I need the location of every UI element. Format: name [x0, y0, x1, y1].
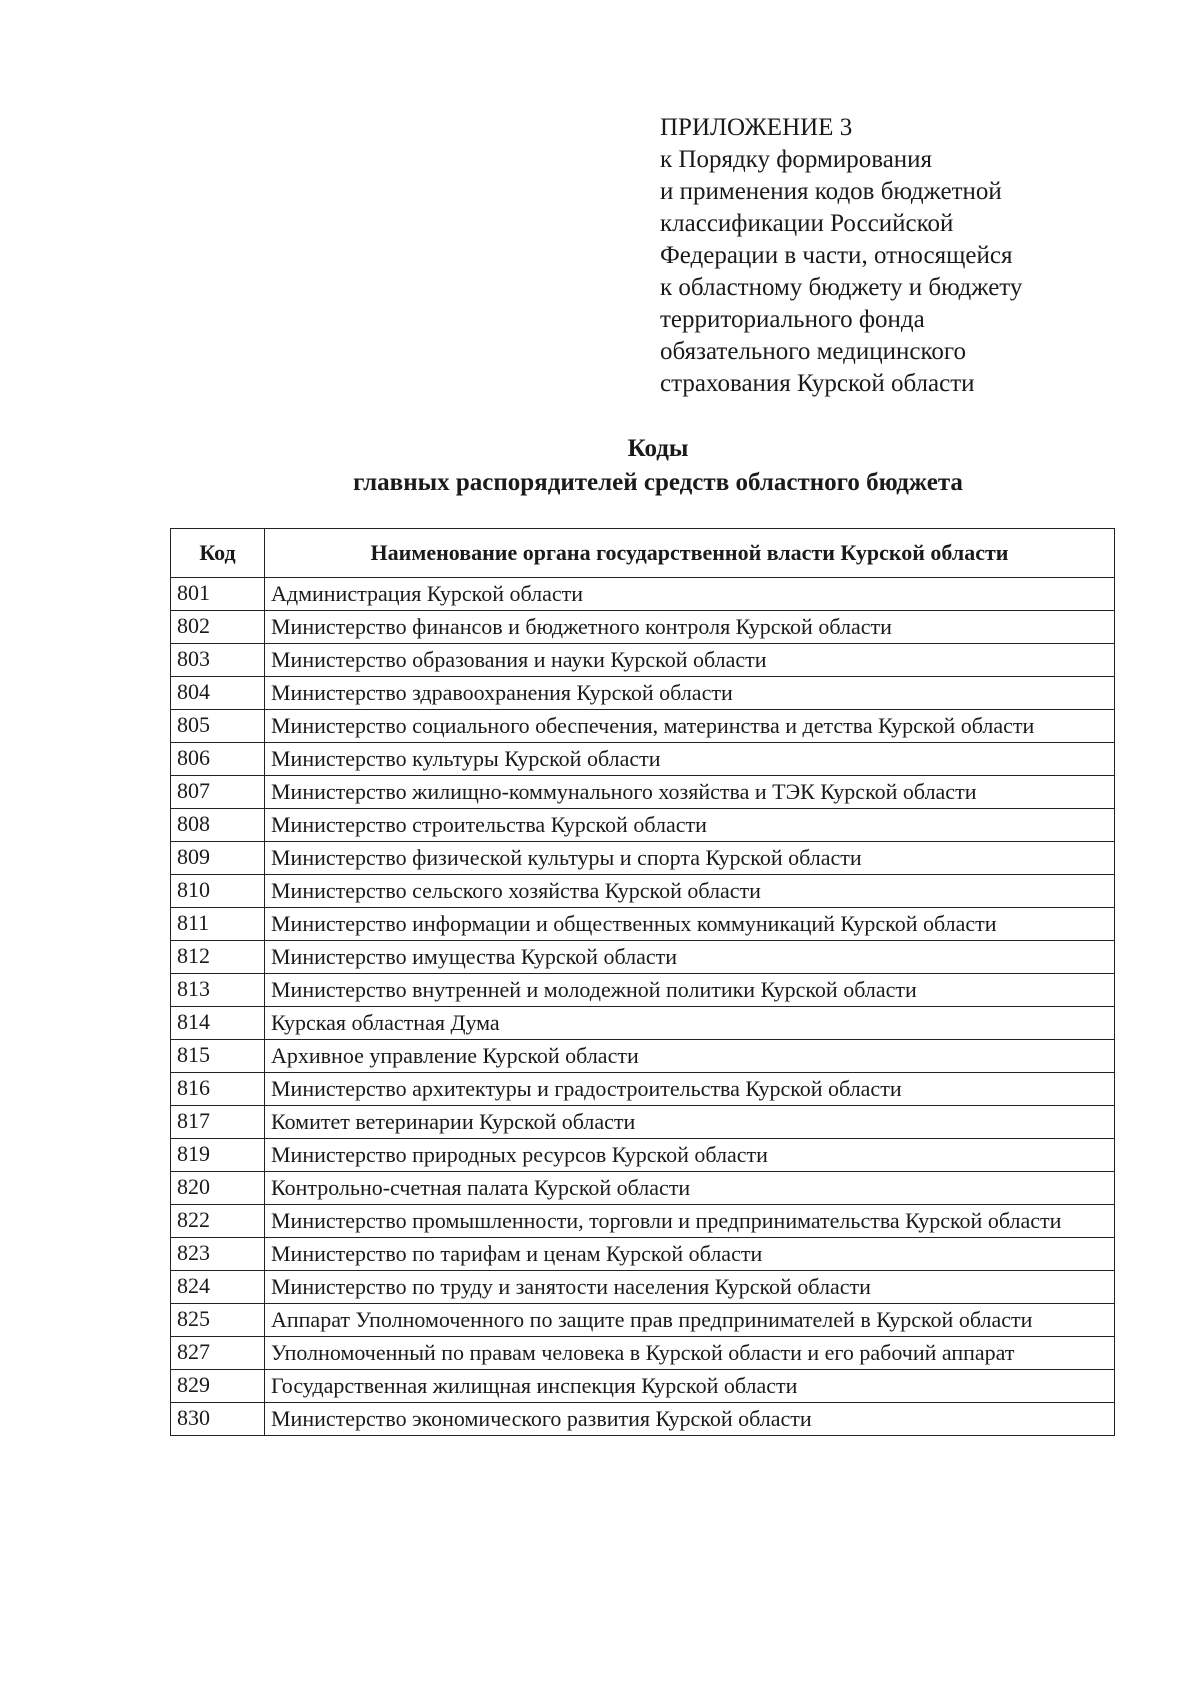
- row-name: Контрольно-счетная палата Курской области: [265, 1172, 1115, 1205]
- row-code: 808: [171, 809, 265, 842]
- table-row: [171, 644, 1115, 677]
- row-code: 823: [171, 1238, 265, 1271]
- table-row: [171, 1172, 1115, 1205]
- row-code: 829: [171, 1370, 265, 1403]
- row-name: Архивное управление Курской области: [265, 1040, 1115, 1073]
- header-code: Код: [171, 529, 265, 578]
- table-row: [171, 1403, 1115, 1436]
- table-row: [171, 1370, 1115, 1403]
- table-row: [171, 1073, 1115, 1106]
- row-code: 805: [171, 710, 265, 743]
- table-row: [171, 1139, 1115, 1172]
- table-row: [171, 875, 1115, 908]
- row-name: Министерство экономического развития Курской области: [265, 1403, 1115, 1436]
- table-row: [171, 1337, 1115, 1370]
- row-code: 803: [171, 644, 265, 677]
- row-name: Министерство образования и науки Курской области: [265, 644, 1115, 677]
- table-row: [171, 611, 1115, 644]
- table-row: [171, 1040, 1115, 1073]
- row-name: Аппарат Уполномоченного по защите прав предпринимателей в Курской области: [265, 1304, 1115, 1337]
- row-name: Министерство информации и общественных коммуникаций Курской области: [265, 908, 1115, 941]
- row-name: Министерство природных ресурсов Курской области: [265, 1139, 1115, 1172]
- table-row: [171, 908, 1115, 941]
- table-row: [171, 1304, 1115, 1337]
- appendix-line: обязательного медицинского: [660, 338, 967, 365]
- appendix-line: Федерации в части, относящейся: [660, 242, 1013, 269]
- row-name: Министерство строительства Курской области: [265, 809, 1115, 842]
- row-code: 817: [171, 1106, 265, 1139]
- appendix-line: территориального фонда: [660, 306, 925, 333]
- row-code: 813: [171, 974, 265, 1007]
- row-code: 824: [171, 1271, 265, 1304]
- document-subtitle: главных распорядителей средств областного бюджета: [353, 469, 963, 496]
- row-code: 807: [171, 776, 265, 809]
- row-code: 801: [171, 578, 265, 611]
- row-name: Министерство имущества Курской области: [265, 941, 1115, 974]
- row-code: 827: [171, 1337, 265, 1370]
- table-row: [171, 578, 1115, 611]
- row-name: Министерство промышленности, торговли и предпринимательства Курской области: [265, 1205, 1115, 1238]
- row-code: 814: [171, 1007, 265, 1040]
- row-code: 830: [171, 1403, 265, 1436]
- row-name: Министерство по тарифам и ценам Курской области: [265, 1238, 1115, 1271]
- table-row: [171, 809, 1115, 842]
- appendix-line: и применения кодов бюджетной: [660, 178, 1002, 205]
- table-row: [171, 677, 1115, 710]
- row-code: 804: [171, 677, 265, 710]
- appendix-line: к областному бюджету и бюджету: [660, 274, 1023, 301]
- row-name: Комитет ветеринарии Курской области: [265, 1106, 1115, 1139]
- row-code: 822: [171, 1205, 265, 1238]
- row-name: Администрация Курской области: [265, 578, 1115, 611]
- row-name: Министерство жилищно-коммунального хозяйства и ТЭК Курской области: [265, 776, 1115, 809]
- appendix-line: к Порядку формирования: [660, 146, 933, 173]
- row-code: 812: [171, 941, 265, 974]
- row-code: 825: [171, 1304, 265, 1337]
- appendix-line: классификации Российской: [660, 210, 954, 237]
- row-code: 819: [171, 1139, 265, 1172]
- row-code: 802: [171, 611, 265, 644]
- table-row: [171, 1271, 1115, 1304]
- row-name: Уполномоченный по правам человека в Курской области и его рабочий аппарат: [265, 1337, 1115, 1370]
- table-row: [171, 1106, 1115, 1139]
- appendix-line: страхования Курской области: [660, 370, 975, 397]
- row-name: Государственная жилищная инспекция Курской области: [265, 1370, 1115, 1403]
- table-row: [171, 776, 1115, 809]
- table-row: [171, 842, 1115, 875]
- row-name: Министерство финансов и бюджетного контроля Курской области: [265, 611, 1115, 644]
- row-code: 809: [171, 842, 265, 875]
- table-header-row: [171, 529, 1115, 578]
- row-name: Министерство физической культуры и спорта Курской области: [265, 842, 1115, 875]
- row-code: 820: [171, 1172, 265, 1205]
- appendix-block: [660, 112, 1180, 400]
- codes-table: [170, 528, 1115, 1436]
- header-name: Наименование органа государственной власти Курской области: [265, 529, 1115, 578]
- table-row: [171, 1007, 1115, 1040]
- row-name: Министерство по труду и занятости населения Курской области: [265, 1271, 1115, 1304]
- row-code: 815: [171, 1040, 265, 1073]
- row-code: 816: [171, 1073, 265, 1106]
- document-title: Коды: [627, 435, 689, 462]
- table-row: [171, 1238, 1115, 1271]
- table-row: [171, 710, 1115, 743]
- row-name: Министерство внутренней и молодежной политики Курской области: [265, 974, 1115, 1007]
- row-code: 811: [171, 908, 265, 941]
- appendix-heading: ПРИЛОЖЕНИЕ 3: [660, 114, 853, 141]
- table-row: [171, 974, 1115, 1007]
- row-name: Курская областная Дума: [265, 1007, 1115, 1040]
- row-name: Министерство социального обеспечения, материнства и детства Курской области: [265, 710, 1115, 743]
- row-name: Министерство архитектуры и градостроительства Курской области: [265, 1073, 1115, 1106]
- row-code: 810: [171, 875, 265, 908]
- table-row: [171, 941, 1115, 974]
- table-row: [171, 743, 1115, 776]
- row-name: Министерство сельского хозяйства Курской области: [265, 875, 1115, 908]
- row-code: 806: [171, 743, 265, 776]
- table-row: [171, 1205, 1115, 1238]
- row-name: Министерство здравоохранения Курской области: [265, 677, 1115, 710]
- row-name: Министерство культуры Курской области: [265, 743, 1115, 776]
